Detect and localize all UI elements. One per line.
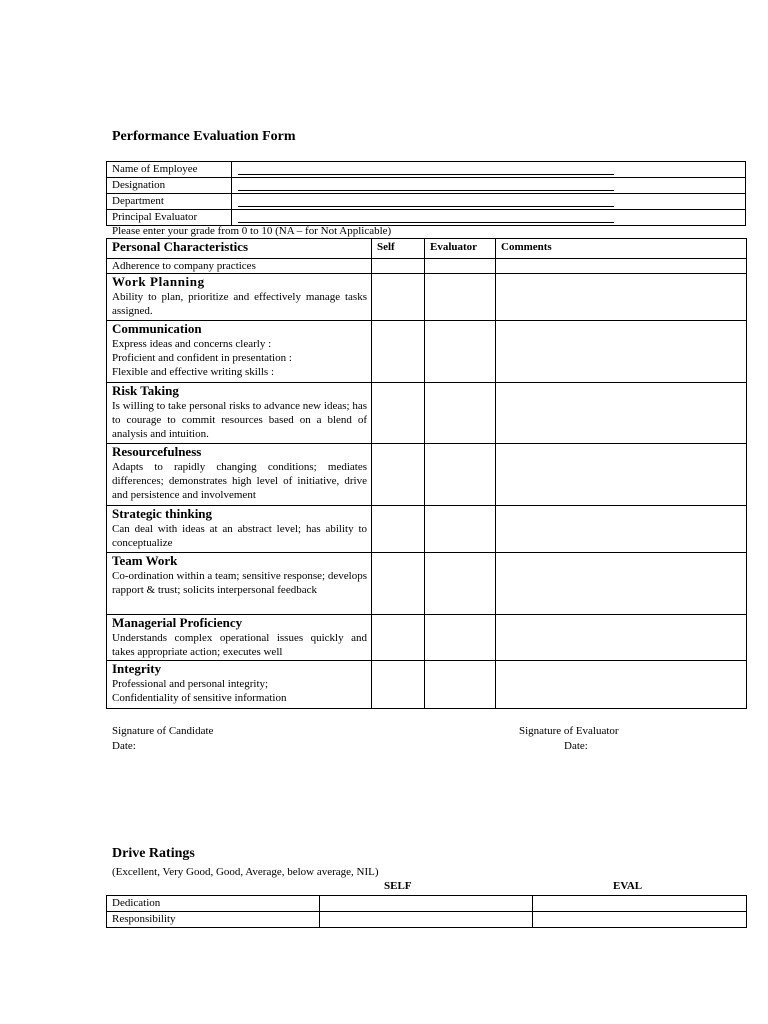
section-description: Understands complex operational issues quickly and takes appropriate action; executes well: [112, 632, 367, 658]
section-title: Team Work: [112, 553, 178, 568]
evaluator-grade-cell[interactable]: [425, 274, 496, 321]
self-grade-cell[interactable]: [372, 321, 425, 383]
drive-row-dedication: [107, 896, 747, 912]
section-cell: [107, 615, 372, 661]
row-integrity: [107, 661, 747, 709]
drive-eval-cell[interactable]: [533, 896, 747, 912]
comments-cell[interactable]: [496, 444, 747, 506]
evaluator-date-label: Date:: [564, 740, 588, 752]
comments-cell[interactable]: [496, 321, 747, 383]
page-title: Performance Evaluation Form: [112, 129, 296, 144]
section-line: Proficient and confident in presentation :: [112, 352, 292, 364]
row-risk-taking: [107, 383, 747, 444]
evaluator-grade-cell[interactable]: [425, 506, 496, 553]
drive-ratings-title: Drive Ratings: [112, 846, 195, 861]
evaluation-header-row: [107, 239, 747, 259]
evaluator-grade-cell[interactable]: [425, 383, 496, 444]
drive-self-header: SELF: [384, 880, 412, 892]
drive-eval-header: EVAL: [613, 880, 643, 892]
row-resourcefulness: [107, 444, 747, 506]
drive-row-responsibility: [107, 912, 747, 928]
comments-cell[interactable]: [496, 383, 747, 444]
row-adherence: [107, 259, 747, 274]
self-grade-cell[interactable]: [372, 259, 425, 274]
row-communication: [107, 321, 747, 383]
self-grade-cell[interactable]: [372, 274, 425, 321]
evaluator-grade-cell[interactable]: [425, 553, 496, 615]
drive-self-cell[interactable]: [320, 896, 533, 912]
header-personal-characteristics: Personal Characteristics: [107, 239, 372, 259]
self-grade-cell[interactable]: [372, 506, 425, 553]
blank-line: [238, 162, 614, 175]
drive-label: Responsibility: [107, 912, 320, 928]
info-row-department: [107, 194, 746, 210]
drive-ratings-scale: (Excellent, Very Good, Good, Average, below average, NIL): [112, 866, 379, 878]
section-title: Managerial Proficiency: [112, 615, 243, 630]
comments-cell[interactable]: [496, 274, 747, 321]
row-strategic-thinking: [107, 506, 747, 553]
evaluator-grade-cell[interactable]: [425, 321, 496, 383]
evaluator-grade-cell[interactable]: [425, 259, 496, 274]
row-managerial-proficiency: [107, 615, 747, 661]
header-evaluator: Evaluator: [425, 239, 496, 259]
row-team-work: [107, 553, 747, 615]
evaluation-table: [106, 238, 747, 709]
department-field[interactable]: [232, 194, 746, 210]
section-title: Resourcefulness: [112, 444, 202, 459]
section-line: Confidentiality of sensitive information: [112, 692, 287, 704]
section-cell: [107, 553, 372, 615]
section-title: Strategic thinking: [112, 506, 213, 521]
self-grade-cell[interactable]: [372, 553, 425, 615]
section-title: Integrity: [112, 661, 162, 676]
header-comments: Comments: [496, 239, 747, 259]
evaluator-grade-cell[interactable]: [425, 444, 496, 506]
name-field[interactable]: [232, 162, 746, 178]
info-label: Principal Evaluator: [107, 210, 232, 226]
drive-label: Dedication: [107, 896, 320, 912]
section-cell: [107, 274, 372, 321]
section-title: Work Planning: [112, 274, 205, 289]
blank-line: [238, 194, 614, 207]
section-description: Is willing to take personal risks to advance new ideas; has to courage to commit resources based on a blend of analysis and intuition.: [112, 400, 367, 440]
self-grade-cell[interactable]: [372, 661, 425, 709]
section-cell: [107, 506, 372, 553]
comments-cell[interactable]: [496, 259, 747, 274]
evaluator-signature-block: [519, 724, 619, 754]
info-label: Designation: [107, 178, 232, 194]
candidate-date-label: Date:: [112, 740, 136, 752]
section-line: Express ideas and concerns clearly :: [112, 338, 272, 350]
self-grade-cell[interactable]: [372, 383, 425, 444]
section-title: Risk Taking: [112, 383, 179, 398]
section-line: Professional and personal integrity;: [112, 678, 269, 690]
comments-cell[interactable]: [496, 506, 747, 553]
blank-line: [238, 210, 614, 223]
section-title: Communication: [112, 321, 202, 336]
designation-field[interactable]: [232, 178, 746, 194]
drive-ratings-table: [106, 895, 747, 928]
section-line: Flexible and effective writing skills :: [112, 366, 275, 378]
drive-self-cell[interactable]: [320, 912, 533, 928]
self-grade-cell[interactable]: [372, 444, 425, 506]
blank-line: [238, 178, 614, 191]
comments-cell[interactable]: [496, 615, 747, 661]
signature-candidate-label: Signature of Candidate: [112, 725, 214, 737]
info-label: Name of Employee: [107, 162, 232, 178]
evaluator-grade-cell[interactable]: [425, 661, 496, 709]
info-row-designation: [107, 178, 746, 194]
evaluator-grade-cell[interactable]: [425, 615, 496, 661]
section-description: Can deal with ideas at an abstract level; has ability to conceptualize: [112, 523, 367, 549]
section-cell: [107, 661, 372, 709]
row-work-planning: [107, 274, 747, 321]
section-description: Co-ordination within a team; sensitive response; develops rapport & trust; solicits interpersonal feedback: [112, 570, 367, 596]
section-cell: [107, 444, 372, 506]
candidate-signature-block: [112, 724, 213, 754]
section-description: Ability to plan, prioritize and effectively manage tasks assigned.: [112, 291, 367, 317]
info-label: Department: [107, 194, 232, 210]
grading-instructions: Please enter your grade from 0 to 10 (NA – for Not Applicable): [112, 225, 392, 237]
comments-cell[interactable]: [496, 661, 747, 709]
header-self: Self: [372, 239, 425, 259]
adherence-label: Adherence to company practices: [107, 259, 372, 274]
section-cell: [107, 383, 372, 444]
section-description: Adapts to rapidly changing conditions; mediates differences; demonstrates high level of initiative, drive and persistence and involvement: [112, 461, 367, 501]
drive-eval-cell[interactable]: [533, 912, 747, 928]
section-cell: [107, 321, 372, 383]
employee-info-table: [106, 161, 746, 226]
comments-cell[interactable]: [496, 553, 747, 615]
info-row-name: [107, 162, 746, 178]
self-grade-cell[interactable]: [372, 615, 425, 661]
signature-evaluator-label: Signature of Evaluator: [519, 725, 619, 737]
